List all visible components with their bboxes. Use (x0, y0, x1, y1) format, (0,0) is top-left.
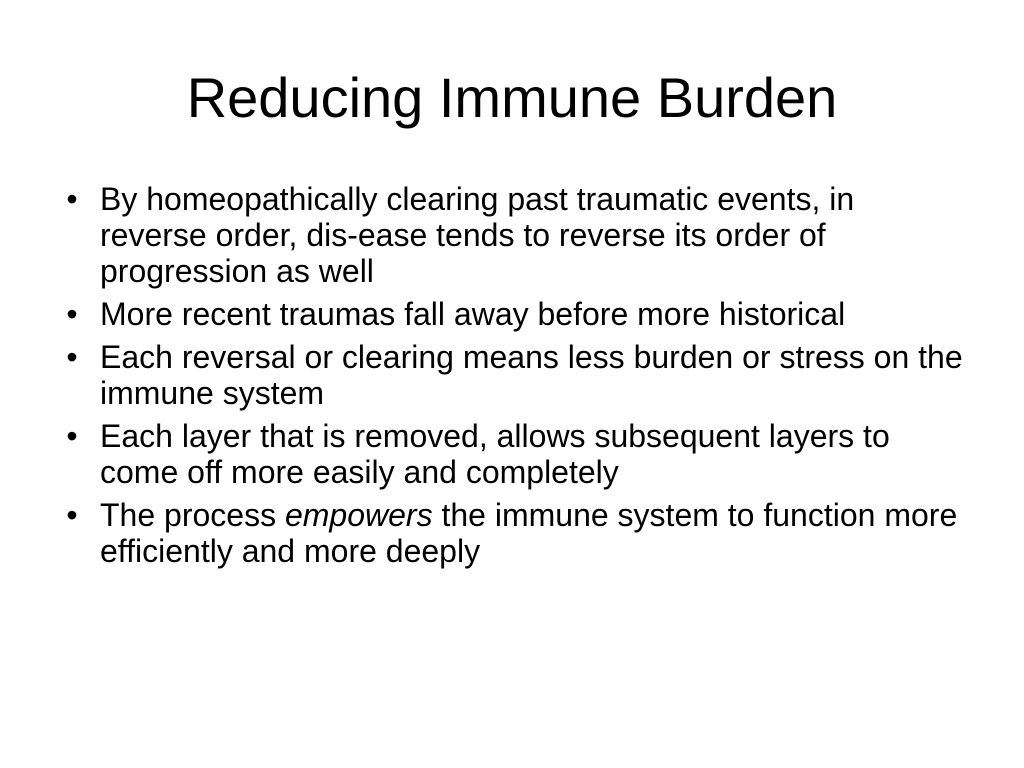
bullet-item (58, 296, 968, 332)
bullet-text: Each layer that is removed, allows subsequent layers to come off more easily and completely (100, 418, 890, 490)
bullet-text: Each reversal or clearing means less burden or stress on the immune system (100, 339, 963, 411)
bullet-text: More recent traumas fall away before more historical (100, 296, 846, 332)
bullet-item (58, 418, 968, 490)
bullet-text-after: the immune system to function more efficiently and more deeply (100, 497, 958, 569)
bullet-text: By homeopathically clearing past traumatic events, in reverse order, dis-ease tends to reverse its order of progression as well (100, 181, 855, 289)
bullet-text-before: The process (100, 497, 285, 533)
bullet-list (58, 181, 968, 576)
bullet-marker: • (66, 339, 78, 375)
bullet-marker: • (66, 418, 78, 454)
bullet-marker: • (66, 296, 78, 332)
bullet-item (58, 339, 968, 411)
bullet-item (58, 181, 968, 289)
slide-title: Reducing Immune Burden (186, 66, 838, 129)
bullet-marker: • (66, 181, 78, 217)
bullet-item (58, 497, 968, 569)
bullet-marker: • (66, 497, 78, 533)
bullet-text-emphasis: empowers (284, 497, 433, 533)
